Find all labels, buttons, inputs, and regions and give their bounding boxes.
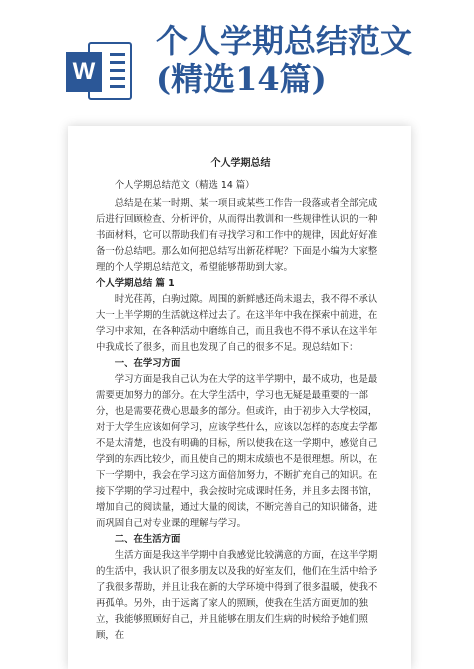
word-document-icon — [66, 38, 134, 104]
document-preview — [68, 126, 411, 669]
banner-header — [0, 0, 474, 118]
intro-paragraph: 总结是在某一时期、某一项目或某些工作告一段落或者全部完成后进行回顾检查、分析评价，从而得出教训和一些规律性认识的一种书面材料，它可以帮助我们有寻找学习和工作中的规律，因此好好准备一份总结吧。那么如何把总结写出新花样呢？下面是小编为大家整理的个人学期总结范文，希望能够帮助到大家。 — [96, 198, 378, 273]
page-title — [156, 22, 466, 98]
paragraph-1: 时光荏苒，白驹过隙。周围的新鲜感还尚未退去，我不得不承认大一上半学期的生活就这样过去了。在这半年中我在探索中前进，在学习中求知，在各种活动中磨练自己，而且我也不得不承认在这半年中我成长了很多，而且也发现了自己的很多不足。现总结如下： — [96, 294, 378, 353]
document-title: 个人学期总结 — [210, 158, 271, 169]
page-title-line-1: 个人学期总结范文 — [156, 22, 413, 60]
article-heading: 个人学期总结 篇 1 — [96, 278, 175, 289]
page-title-line-2: (精选14篇) — [156, 60, 327, 98]
word-logo-letter: W — [66, 52, 102, 92]
paragraph-2: 学习方面是我自己认为在大学的这半学期中，最不成功，也是最需要更加努力的部分。在大学生活中，学习也无疑是最重要的一部分，也是需要花费心思最多的部分。但或许，由于初步入大学校园，对于大学生应该如何学习，应该学些什么，应该以怎样的态度去学都不是太清楚，也没有明确的目标，所以使我在这一学期中，感觉自己学到的东西比较少，而且使自己的期末成绩也不是很理想。所以，在下一学期中，我会在学习这方面倍加努力，不断扩充自己的知识。在接下学期的学习过程中，我会按时完成课时任务，并且多去图书馆，增加自己的阅读量，通过大量的阅读，不断完善自己的知识储备，进而巩固自己对专业课的理解与学习。 — [96, 374, 378, 529]
paragraph-3: 生活方面是我这半学期中自我感觉比较满意的方面，在这半学期的生活中，我认识了很多朋友以及我的好室友们，他们在生活中给予了我很多帮助，并且让我在新的大学环境中得到了很多温暖，使我不再孤单。另外，由于远离了家人的照顾，使我在生活方面更加的独立，我能够照顾好自己，并且能够在朋友们生病的时候给予她们照顾，在 — [96, 550, 378, 641]
section-heading-study: 一、在学习方面 — [114, 358, 181, 369]
document-subtitle: 个人学期总结范文（精选 14 篇） — [114, 180, 255, 191]
section-heading-life: 二、在生活方面 — [114, 534, 181, 545]
